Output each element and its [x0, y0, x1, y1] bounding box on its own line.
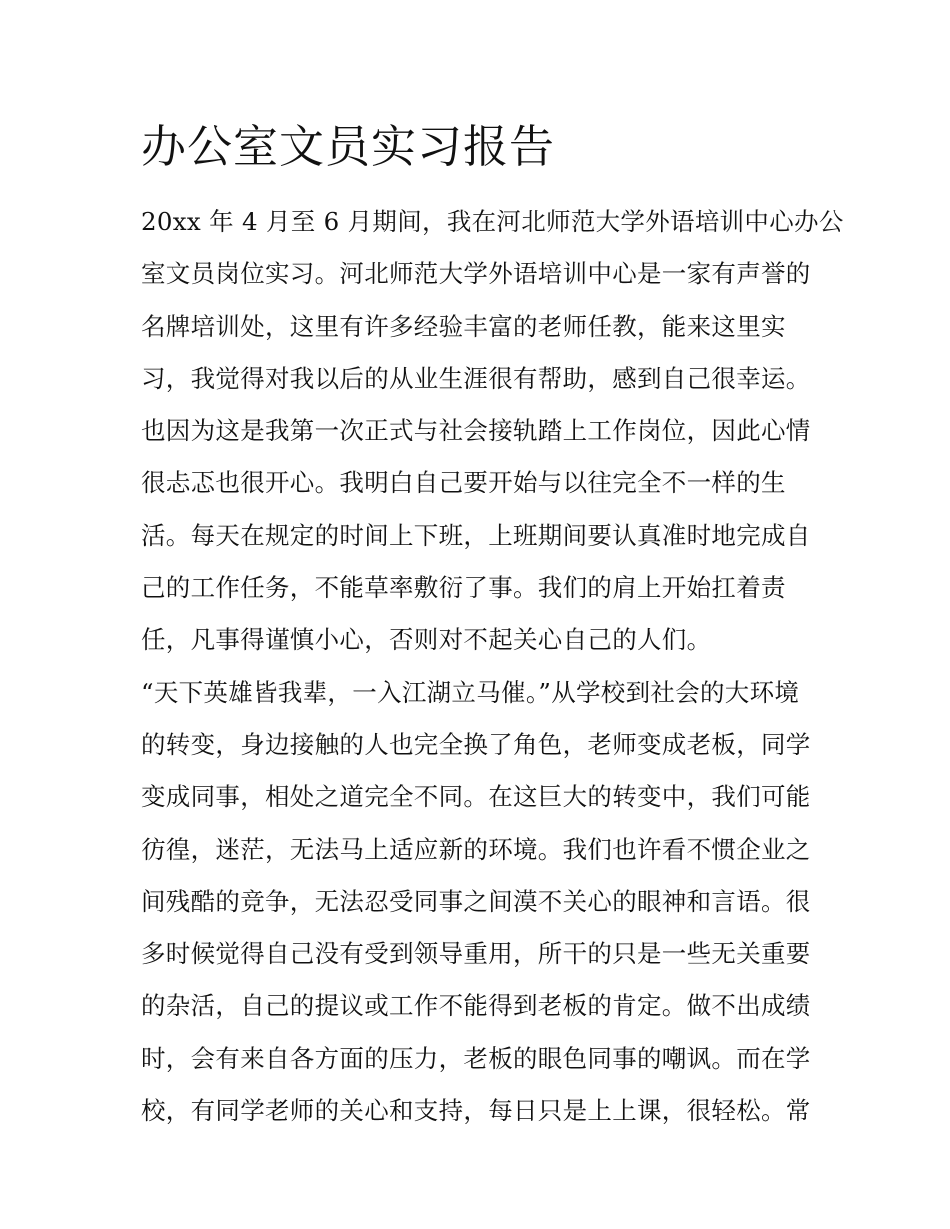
body-line: 彷徨，迷茫，无法马上适应新的环境。我们也许看不惯企业之 [141, 834, 811, 864]
body-line: 名牌培训处，这里有许多经验丰富的老师任教，能来这里实 [141, 311, 786, 341]
body-line: 时，会有来自各方面的压力，老板的眼色同事的嘲讽。而在学 [141, 1043, 811, 1073]
body-line: 室文员岗位实习。河北师范大学外语培训中心是一家有声誉的 [141, 259, 811, 289]
body-line: 习，我觉得对我以后的从业生涯很有帮助，感到自己很幸运。 [141, 363, 811, 393]
body-line: “天下英雄皆我辈，一入江湖立马催。”从学校到社会的大环境 [141, 677, 800, 707]
body-line: 任，凡事得谨慎小心，否则对不起关心自己的人们。 [141, 625, 712, 655]
body-line: 多时候觉得自己没有受到领导重用，所干的只是一些无关重要 [141, 939, 811, 969]
body-line: 的转变，身边接触的人也完全换了角色，老师变成老板，同学 [141, 729, 811, 759]
body-line: 变成同事，相处之道完全不同。在这巨大的转变中，我们可能 [141, 782, 811, 812]
body-line: 间残酷的竞争，无法忍受同事之间漠不关心的眼神和言语。很 [141, 886, 811, 916]
body-line: 也因为这是我第一次正式与社会接轨踏上工作岗位，因此心情 [141, 416, 811, 446]
document-title: 办公室文员实习报告 [141, 120, 556, 173]
body-line: 的杂活，自己的提议或工作不能得到老板的肯定。做不出成绩 [141, 991, 811, 1021]
body-line: 很忐忑也很开心。我明白自己要开始与以往完全不一样的生 [141, 468, 786, 498]
body-line: 20xx 年 4 月至 6 月期间，我在河北师范大学外语培训中心办公 [141, 207, 844, 236]
document-body [141, 196, 844, 1137]
body-line: 己的工作任务，不能草率敷衍了事。我们的肩上开始扛着责 [141, 573, 786, 603]
body-line: 校，有同学老师的关心和支持，每日只是上上课，很轻松。常 [141, 1096, 811, 1126]
body-line: 活。每天在规定的时间上下班，上班期间要认真准时地完成自 [141, 520, 811, 550]
